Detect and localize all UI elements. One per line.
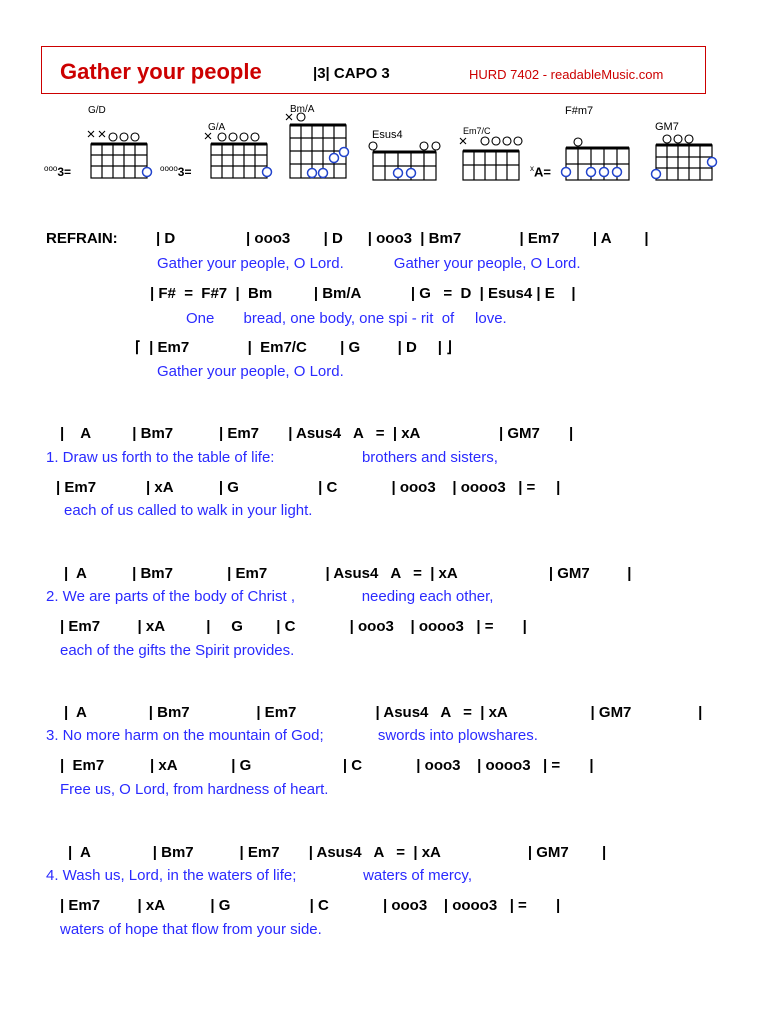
verse-1-lyric-2: each of us called to walk in your light. [64,502,313,519]
song-header [41,46,706,94]
chord-diagram-bm-a [282,100,357,182]
chord-diagram-esus4 [368,100,443,182]
chord-name: G/D [88,105,106,116]
chord-diagram-em7-c [455,100,530,182]
chord-diagrams [0,100,768,190]
chord-name: Em7/C [463,126,491,136]
refrain-label: REFRAIN: [46,230,118,247]
chord-name: GM7 [655,121,679,133]
chord-name: G/A [208,122,226,133]
verse-1-chords-2: | Em7 | xA | G | C | ooo3 | oooo3 | = | [56,479,561,496]
chord-diagram-f-sharp-m7 [560,100,635,182]
chord-diagram-g-a [200,100,275,182]
capo-info: |3| CAPO 3 [313,65,390,82]
verse-4-chords-1: | A | Bm7 | Em7 | Asus4 A = | xA | GM7 | [68,844,607,861]
verse-4-lyric-1: 4. Wash us, Lord, in the waters of life; waters of mercy, [46,867,472,884]
refrain-lyric-1: Gather your people, O Lord. Gather your people, O Lord. [157,255,581,272]
verse-3-chords-1: | A | Bm7 | Em7 | Asus4 A = | xA | GM7 | [64,704,703,721]
chord-name: Esus4 [372,129,403,141]
verse-3-lyric-2: Free us, O Lord, from hardness of heart. [60,781,329,798]
diagram-prefix-g-a: $^{oooo}$3= [160,164,192,179]
verse-2-chords-2: | Em7 | xA | G | C | ooo3 | oooo3 | = | [60,618,527,635]
chord-diagram-g-d [80,100,155,182]
diagram-prefix-g-d: $^{ooo}$3= [44,164,72,179]
diagram-prefix-f-sharp-m7: $^x$A= [530,164,551,180]
refrain-chords-2: | F# = F#7 | Bm | Bm/A | G = D | Esus4 | E | [150,285,576,302]
verse-4-chords-2: | Em7 | xA | G | C | ooo3 | oooo3 | = | [60,897,561,914]
verse-3-lyric-1: 3. No more harm on the mountain of God; swords into plowshares. [46,727,538,744]
refrain-chords-1: | D | ooo3 | D | ooo3 | Bm7 | Em7 | A | [156,230,649,247]
verse-1-lyric-1: 1. Draw us forth to the table of life: brothers and sisters, [46,449,498,466]
refrain-lyric-3: Gather your people, O Lord. [157,363,344,380]
verse-2-lyric-1: 2. We are parts of the body of Christ , needing each other, [46,588,494,605]
refrain-lyric-2: One bread, one body, one spi - rit of love. [186,310,507,327]
refrain-chords-3: ⌈ | Em7 | Em7/C | G | D | ⌋ [135,339,452,356]
verse-4-lyric-2: waters of hope that flow from your side. [60,921,322,938]
chord-name: Bm/A [290,104,315,115]
verse-2-chords-1: | A | Bm7 | Em7 | Asus4 A = | xA | GM7 | [64,565,632,582]
chord-name: F#m7 [565,105,594,117]
verse-2-lyric-2: each of the gifts the Spirit provides. [60,642,295,659]
song-title: Gather your people [60,59,262,84]
chord-diagram-gm7 [650,100,725,182]
verse-3-chords-2: | Em7 | xA | G | C | ooo3 | oooo3 | = | [60,757,594,774]
verse-1-chords-1: | A | Bm7 | Em7 | Asus4 A = | xA | GM7 | [60,425,574,442]
source-reference: HURD 7402 - readableMusic.com [469,67,664,82]
